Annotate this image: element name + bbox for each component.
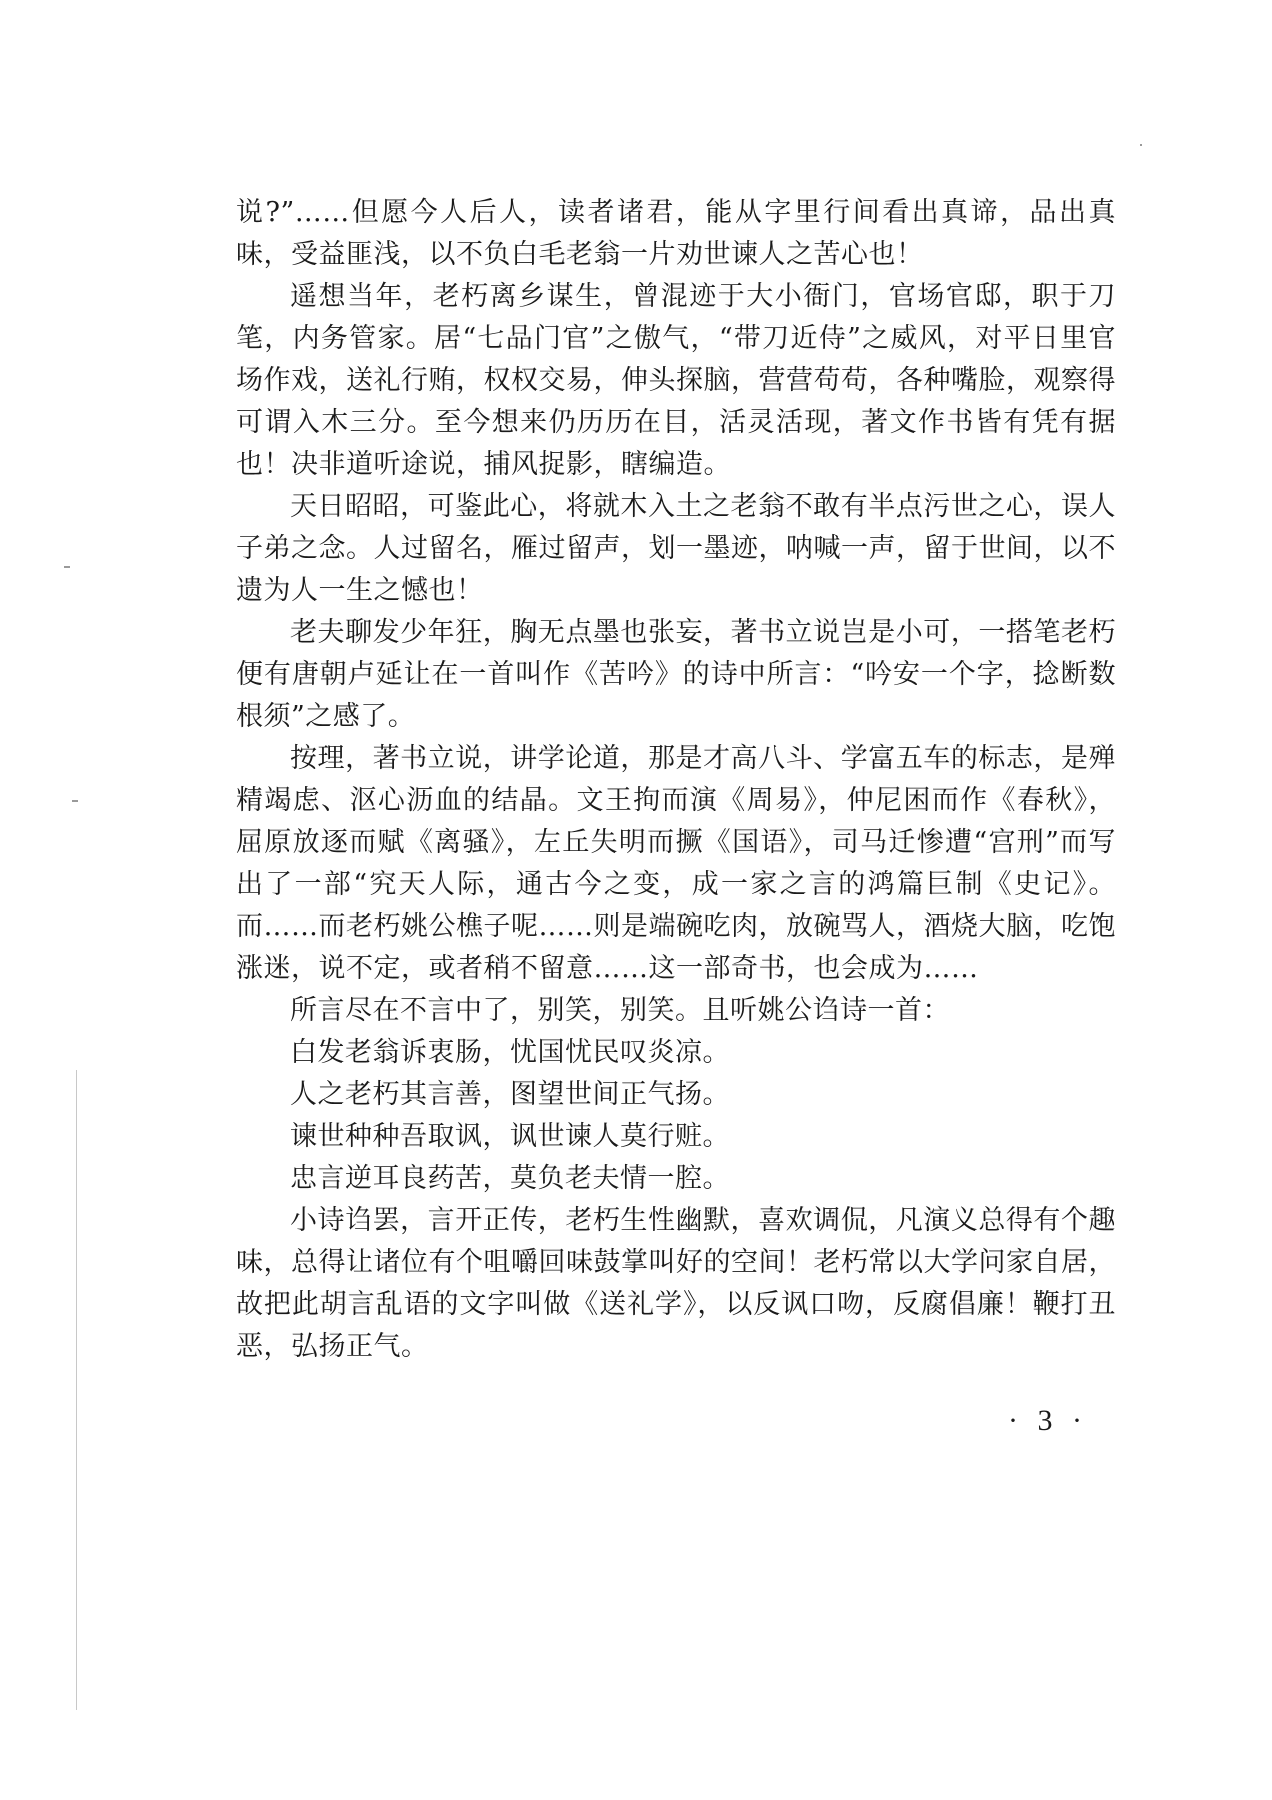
poem-line-4: 忠言逆耳良药苦，莫负老夫情一腔。 <box>290 1163 730 1194</box>
poem-line-1: 白发老翁诉衷肠，忧国忧民叹炎凉。 <box>290 1037 730 1068</box>
scan-speck-left-1 <box>64 566 70 568</box>
poem-line-2: 人之老朽其言善，图望世间正气扬。 <box>290 1079 730 1110</box>
closing-paragraph: 小诗诌罢，言开正传，老朽生性幽默，喜欢调侃，凡演义总得有个趣味，总得让诸位有个咀嚼回味鼓掌叫好的空间！老朽常以大学问家自居，故把此胡言乱语的文字叫做《送礼学》，以反讽口吻，反腐倡廉！鞭打丑恶，弘扬正气。 <box>236 1205 1116 1362</box>
paragraph-3: 天日昭昭，可鉴此心，将就木入土之老翁不敢有半点污世之心，误人子弟之念。人过留名，雁过留声，划一墨迹，呐喊一声，留于世间，以不遗为人一生之憾也！ <box>236 491 1116 606</box>
paragraph-6: 所言尽在不言中了，别笑，别笑。且听姚公诌诗一首： <box>290 995 950 1026</box>
paragraph-5: 按理，著书立说，讲学论道，那是才高八斗、学富五车的标志，是殚精竭虑、沤心沥血的结晶。文王拘而演《周易》，仲尼困而作《春秋》，屈原放逐而赋《离骚》，左丘失明而撅《国语》，司马迁惨遭“宫刑”而写出了一部“究天人际，通古今之变，成一家之言的鸿篇巨制《史记》。而……而老朽姚公樵子呢……则是端碗吃肉，放碗骂人，酒烧大脑，吃饱涨迷，说不定，或者稍不留意……这一部奇书，也会成为…… <box>236 743 1116 984</box>
page-number: · 3 · <box>1008 1404 1088 1437</box>
scan-speck-left-2 <box>72 800 78 802</box>
body-text <box>236 192 1116 1368</box>
scan-speck-top-right <box>1140 144 1142 146</box>
paragraph-1: 说?”……但愿今人后人，读者诸君，能从字里行间看出真谛，品出真味，受益匪浅，以不负白毛老翁一片劝世谏人之苦心也！ <box>236 197 1116 270</box>
scan-edge-line <box>76 1070 77 1710</box>
poem-line-3: 谏世种种吾取讽，讽世谏人莫行赃。 <box>290 1121 730 1152</box>
paragraph-4: 老夫聊发少年狂，胸无点墨也张妄，著书立说岂是小可，一搭笔老朽便有唐朝卢延让在一首叫作《苦吟》的诗中所言：“吟安一个字，捻断数根须”之感了。 <box>236 617 1116 732</box>
paragraph-2: 遥想当年，老朽离乡谋生，曾混迹于大小衙门，官场官邸，职于刀笔，内务管家。居“七品门官”之傲气，“带刀近侍”之威风，对平日里官场作戏，送礼行贿，权权交易，伸头探脑，营营苟苟，各种嘴脸，观察得可谓入木三分。至今想来仍历历在目，活灵活现，著文作书皆有凭有据也！决非道听途说，捕风捉影，瞎编造。 <box>236 281 1116 480</box>
